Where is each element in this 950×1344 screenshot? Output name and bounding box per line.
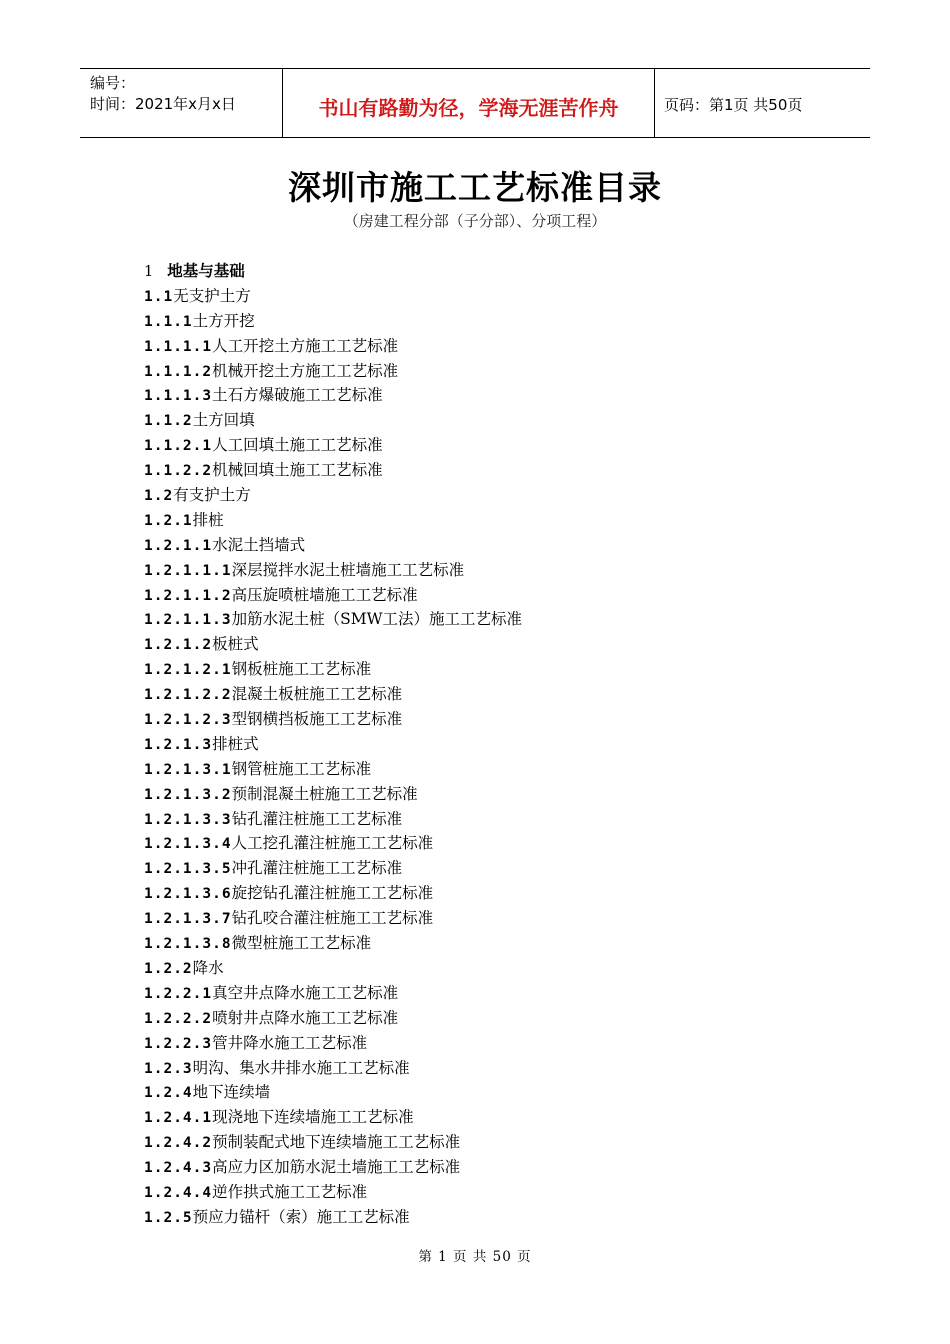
table-of-contents — [144, 259, 844, 1230]
toc-item-text: 无支护土方 — [173, 286, 251, 305]
toc-item-number: 1.2.1.3.3 — [144, 811, 232, 828]
toc-item-number: 1.1.2 — [144, 413, 193, 430]
toc-item — [144, 906, 844, 931]
toc-item-text: 降水 — [192, 958, 224, 977]
toc-item — [144, 359, 844, 384]
toc-item-text: 人工回填土施工工艺标准 — [212, 436, 383, 455]
toc-item-text: 逆作拱式施工工艺标准 — [212, 1182, 368, 1201]
header-motto: 书山有路勤为径，学海无涯苦作舟 — [282, 69, 655, 137]
header-page-info: 页码：第1页 共50页 — [664, 95, 803, 114]
toc-item-number: 1.2.4.4 — [144, 1184, 213, 1201]
toc-item — [144, 981, 844, 1006]
toc-item-number: 1.2.1.3.8 — [144, 936, 232, 953]
toc-item — [144, 831, 844, 856]
toc-item-text: 预制装配式地下连续墙施工工艺标准 — [212, 1133, 461, 1152]
toc-item-number: 1.2.2 — [144, 960, 193, 977]
toc-item-text: 预应力锚杆（索）施工工艺标准 — [192, 1207, 410, 1226]
toc-item-text: 冲孔灌注桩施工工艺标准 — [231, 859, 403, 878]
toc-item-number: 1.1 — [144, 288, 174, 305]
toc-item-number: 1.1.1.1 — [144, 338, 213, 355]
toc-item-text: 机械开挖土方施工工艺标准 — [212, 361, 399, 380]
toc-item-text: 人工开挖土方施工工艺标准 — [212, 336, 399, 355]
toc-item — [144, 1031, 844, 1056]
toc-item — [144, 483, 844, 508]
toc-item — [144, 309, 844, 334]
toc-item — [144, 383, 844, 408]
toc-item — [144, 682, 844, 707]
toc-item-text: 微型桩施工工艺标准 — [231, 934, 372, 953]
toc-item — [144, 807, 844, 832]
toc-item-number: 1.2.2.1 — [144, 985, 213, 1002]
toc-item-text: 混凝土板桩施工工艺标准 — [231, 685, 403, 704]
toc-item-number: 1.1.1 — [144, 313, 193, 330]
toc-item — [144, 856, 844, 881]
toc-item — [144, 1180, 844, 1205]
toc-item-number: 1.2.4.1 — [144, 1110, 213, 1127]
toc-item-text: 人工挖孔灌注桩施工工艺标准 — [231, 834, 434, 853]
toc-item — [144, 1006, 844, 1031]
toc-item-text: 排桩式 — [212, 734, 259, 753]
toc-item — [144, 1056, 844, 1081]
toc-item-text: 有支护土方 — [173, 486, 251, 505]
toc-item-number: 1.2.1.3.4 — [144, 836, 232, 853]
toc-item — [144, 1155, 844, 1180]
toc-item — [144, 458, 844, 483]
toc-item — [144, 931, 844, 956]
toc-item-text: 高压旋喷桩墙施工工艺标准 — [231, 585, 418, 604]
toc-item-number: 1.2.1.3.2 — [144, 786, 232, 803]
toc-item-number: 1.2.1.3.7 — [144, 911, 232, 928]
toc-item-text: 土方开挖 — [192, 311, 255, 330]
toc-item — [144, 607, 844, 632]
toc-item-text: 明沟、集水井排水施工工艺标准 — [192, 1058, 410, 1077]
toc-item — [144, 1105, 844, 1130]
header-meta — [80, 69, 282, 137]
toc-item — [144, 583, 844, 608]
toc-item — [144, 657, 844, 682]
toc-item-text: 钻孔咬合灌注桩施工工艺标准 — [231, 909, 434, 928]
toc-item-number: 1.2.1 — [144, 512, 193, 529]
toc-item-text: 地基与基础 — [167, 262, 245, 280]
page-header — [80, 68, 870, 138]
toc-item-number: 1.2.5 — [144, 1209, 193, 1226]
toc-item-text: 真空井点降水施工工艺标准 — [212, 983, 399, 1002]
toc-item-text: 高应力区加筋水泥土墙施工工艺标准 — [212, 1158, 461, 1177]
toc-item-text: 加筋水泥土桩（SMW工法）施工工艺标准 — [231, 610, 522, 629]
toc-item-number: 1 — [144, 264, 154, 280]
toc-item-text: 钢板桩施工工艺标准 — [231, 660, 372, 679]
toc-item-text: 深层搅拌水泥土桩墙施工工艺标准 — [231, 560, 465, 579]
toc-item-number: 1.2.1.2.3 — [144, 712, 232, 729]
toc-item-text: 板桩式 — [212, 635, 259, 654]
toc-item — [144, 433, 844, 458]
toc-item-number: 1.2.1.2 — [144, 637, 213, 654]
toc-item-text: 预制混凝土桩施工工艺标准 — [231, 784, 418, 803]
document-title: 深圳市施工工艺标准目录 — [288, 168, 662, 207]
time-label: 时间：2021年x月x日 — [90, 95, 236, 113]
toc-item-number: 1.2.1.2.2 — [144, 687, 232, 704]
toc-item-number: 1.2.1.1.1 — [144, 562, 232, 579]
toc-item-number: 1.1.1.2 — [144, 363, 213, 380]
toc-item-number: 1.2.1.1.3 — [144, 612, 232, 629]
toc-item-text: 机械回填土施工工艺标准 — [212, 461, 383, 480]
toc-item-number: 1.2.2.3 — [144, 1035, 213, 1052]
toc-item-text: 土方回填 — [192, 411, 255, 430]
toc-item — [144, 533, 844, 558]
toc-item — [144, 558, 844, 583]
toc-item — [144, 881, 844, 906]
toc-item — [144, 259, 844, 284]
toc-item-text: 管井降水施工工艺标准 — [212, 1033, 368, 1052]
toc-item-text: 现浇地下连续墙施工工艺标准 — [212, 1108, 414, 1127]
toc-item-number: 1.2.1.2.1 — [144, 662, 232, 679]
toc-item-text: 喷射井点降水施工工艺标准 — [212, 1008, 399, 1027]
toc-item-number: 1.2.1.3 — [144, 736, 213, 753]
toc-item-number: 1.2.1.3.6 — [144, 886, 232, 903]
toc-item-text: 旋挖钻孔灌注桩施工工艺标准 — [231, 884, 434, 903]
toc-item — [144, 1130, 844, 1155]
toc-item — [144, 508, 844, 533]
toc-item — [144, 757, 844, 782]
toc-item-number: 1.2.3 — [144, 1060, 193, 1077]
toc-item-text: 土石方爆破施工工艺标准 — [212, 386, 383, 405]
toc-item — [144, 1205, 844, 1230]
toc-item — [144, 956, 844, 981]
toc-item-text: 钢管桩施工工艺标准 — [231, 759, 372, 778]
toc-item — [144, 732, 844, 757]
toc-item-text: 型钢横挡板施工工艺标准 — [231, 710, 403, 729]
toc-item-number: 1.2.1.3.5 — [144, 861, 232, 878]
toc-item-text: 排桩 — [192, 510, 224, 529]
toc-item-number: 1.1.1.3 — [144, 388, 213, 405]
toc-item-text: 水泥土挡墙式 — [212, 535, 306, 554]
toc-item-number: 1.2.1.1.2 — [144, 587, 232, 604]
toc-item — [144, 782, 844, 807]
code-label: 编号： — [90, 74, 136, 92]
toc-item-number: 1.2.2.2 — [144, 1010, 213, 1027]
toc-item — [144, 1080, 844, 1105]
toc-item-number: 1.2.4.2 — [144, 1135, 213, 1152]
toc-item-number: 1.2.1.1 — [144, 537, 213, 554]
toc-item — [144, 334, 844, 359]
toc-item — [144, 408, 844, 433]
toc-item-number: 1.1.2.2 — [144, 463, 213, 480]
toc-item — [144, 284, 844, 309]
toc-item-number: 1.2.4.3 — [144, 1160, 213, 1177]
toc-item-number: 1.2 — [144, 488, 174, 505]
toc-item-number: 1.2.1.3.1 — [144, 761, 232, 778]
toc-item — [144, 632, 844, 657]
page-footer: 第 1 页 共 50 页 — [418, 1249, 532, 1265]
toc-item-text: 钻孔灌注桩施工工艺标准 — [231, 809, 403, 828]
toc-item-number: 1.2.4 — [144, 1085, 193, 1102]
document-subtitle: （房建工程分部（子分部）、分项工程） — [343, 212, 607, 230]
toc-item — [144, 707, 844, 732]
toc-item-text: 地下连续墙 — [192, 1083, 271, 1102]
toc-item-number: 1.1.2.1 — [144, 438, 213, 455]
